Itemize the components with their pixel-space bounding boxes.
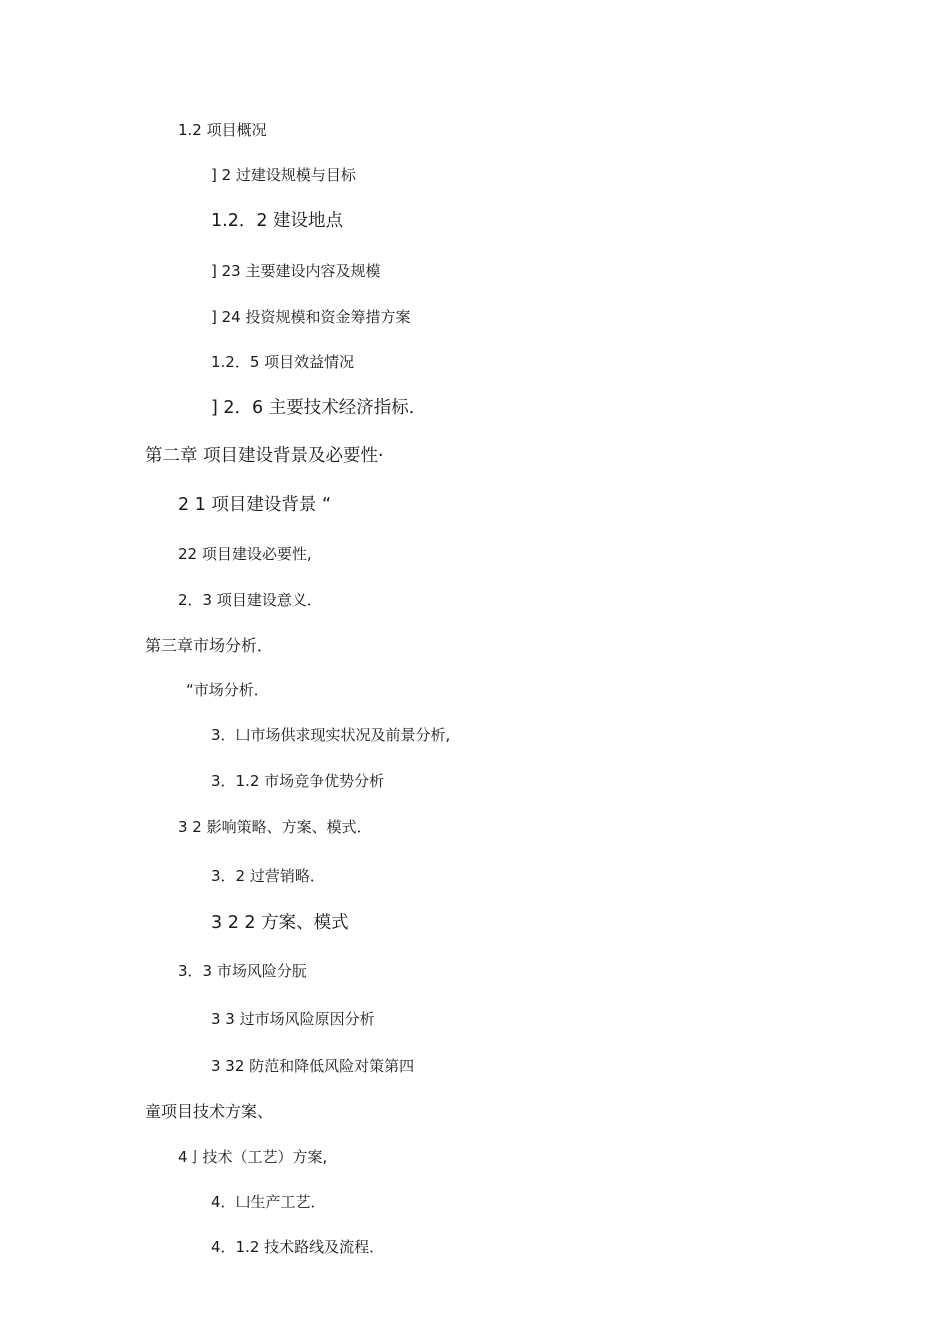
toc-entry-3-1: “市场分析． (186, 681, 269, 699)
toc-entry-1-2: 1.2 项目概况 (178, 121, 267, 139)
toc-entry-1-2-6: ] 2．6 主要技术经济指标． (211, 398, 427, 418)
toc-entry-3-1-2: 3．1.2 市场竞争优势分析 (211, 772, 385, 790)
toc-entry-4-1-1: 4．凵生产工艺． (211, 1193, 326, 1211)
toc-entry-1-2-2: 1.2．2 建设地点 (211, 211, 344, 231)
toc-entry-3-1-1: 3．凵市场供求现实状况及前景分析, (211, 726, 451, 744)
toc-entry-1-2-5: 1.2．5 项目效益情况 (211, 353, 355, 371)
toc-entry-3-3-1: 3 3 过市场风险原因分析 (211, 1010, 375, 1028)
toc-chapter-3: 第三章市场分析． (145, 636, 274, 655)
toc-entry-1-2-3: ] 23 主要建设内容及规模 (211, 262, 381, 280)
toc-entry-3-3: 3．3 市场风险分朊 (178, 962, 307, 980)
toc-entry-4-1: 4亅技术（工艺）方案, (178, 1148, 328, 1166)
toc-entry-4-1-2: 4．1.2 技术路线及流程． (211, 1238, 385, 1256)
toc-entry-3-2-1: 3．2 过营销略． (211, 867, 325, 885)
toc-entry-3-2-2: 3 2 2 方案、模式 (211, 913, 349, 933)
toc-entry-1-2-1: ] 2 过建设规模与目标 (211, 166, 356, 184)
toc-chapter-2: 第二章 项目建设背景及必要性· (145, 446, 384, 466)
toc-entry-3-3-2: 3 32 防范和降低风险对策第四 (211, 1057, 415, 1075)
toc-entry-3-2: 3 2 影响策略、方案、模式． (178, 818, 372, 836)
toc-entry-1-2-4: ] 24 投资规模和资金筹措方案 (211, 308, 411, 326)
toc-entry-2-3: 2．3 项目建设意义． (178, 591, 322, 609)
toc-chapter-4: 童项目技术方案、 (145, 1102, 274, 1121)
toc-entry-2-1: 2 1 项目建设背景 “ (178, 495, 332, 515)
toc-entry-2-2: 22 项目建设必要性, (178, 545, 312, 563)
